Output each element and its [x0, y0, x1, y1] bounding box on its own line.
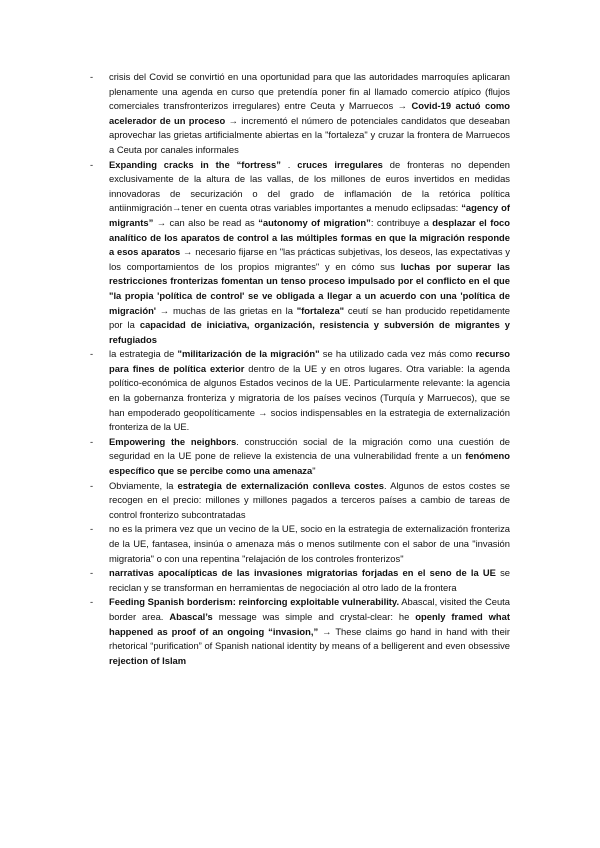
bold-text: rejection of Islam — [109, 654, 187, 666]
bold-text: Empowering the neighbors — [109, 435, 237, 447]
bullet-marker: - — [90, 596, 94, 608]
bold-text: Covid-19 actuó como acelerador de un proceso — [109, 100, 510, 126]
bold-text: openly framed what happened as proof of an ongoing “invasion,” — [109, 610, 510, 637]
body-text: → These claims go hand in hand with their rhetorical “purification” of Spanish national identity by means of a belligerent and even obsessive — [109, 625, 510, 652]
body-text: ceutí se han producido repetidamente por la — [109, 304, 510, 331]
bullet-item — [90, 595, 510, 668]
body-text: Obviamente, la — [109, 479, 178, 491]
bullet-marker: - — [90, 479, 94, 491]
body-text: Abascal, visited the Ceuta border area. — [109, 596, 510, 622]
bold-text: “autonomy of migration” — [258, 216, 371, 228]
bold-text: “agency of migrants” — [109, 202, 510, 228]
bullet-marker: - — [90, 523, 94, 535]
bullet-marker: - — [90, 71, 94, 82]
body-text: se ha utilizado cada vez más como — [319, 348, 476, 360]
body-text: . construcción social de la migración como una cuestión de seguridad en la UE pone de relieve la existencia de una vulnerabilidad frente a un — [109, 435, 510, 462]
body-text: no es la primera vez que un vecino de la UE, socio en la estrategia de externalización fronteriza de la UE, fantasea, insinúa o amenaza más o menos sutilmente con el sabor de una "invasión migratoria" o con una repentina "relajación de los controles fronterizos" — [109, 523, 510, 564]
body-text: . — [280, 158, 298, 170]
bold-text: "fortaleza" — [296, 304, 345, 316]
body-text: message was simple and crystal-clear: he — [212, 610, 416, 622]
bold-text: desplazar el foco analítico de los aparatos de control a las múltiples formas en que la migración responde a esos aparatos — [109, 216, 511, 258]
bullet-item — [90, 70, 510, 158]
bold-text: narrativas apocalípticas de las invasiones migratorias forjadas en el seno de la UE — [109, 567, 496, 579]
body-text: → can also be read as — [153, 216, 259, 228]
bullet-marker: - — [90, 567, 94, 579]
bold-text: fenómeno específico que se percibe como una amenaza — [109, 450, 510, 477]
body-text: : contribuye a — [370, 216, 433, 228]
bullet-list — [90, 70, 510, 668]
bold-text: Expanding cracks in the “fortress” — [109, 158, 281, 170]
body-text: → muchas de las grietas en la — [156, 304, 297, 316]
bold-text: luchas por superar las restricciones fronterizas fomentan un tenso proceso impulsado por el conflicto en el que "la propia 'política de control' se ve obligada a llegar a un acuerdo con una 'política de migración' — [109, 260, 511, 316]
bold-text: Abascal’s — [169, 610, 213, 622]
bullet-marker: - — [90, 348, 94, 360]
bold-text: estrategia de externalización conlleva costes — [177, 479, 384, 491]
bullet-item — [90, 522, 510, 566]
body-text: dentro de la UE y en otros lugares. Otra variable: la agenda político-económica de algunos Estados vecinos de la UE. Particularmente relevante: la agencia en la gobernanza fronteriza y migratoria de los países vecinos (Turquía y Marruecos), que se han empoderado geopolíticamente → socios indispensables en la estrategia de externalización fronteriza de la UE. — [109, 362, 510, 433]
body-text: de fronteras no dependen exclusivamente de la altura de las vallas, de los millones de euros invertidos en medidas innovadoras de securización o del grado de inflamación de la retórica política antiinmigración→tener en cuenta otras variables importantes a menudo eclipsadas: — [109, 158, 510, 214]
body-text: → incrementó el número de potenciales candidatos que deseaban aprovechar las grietas artificialmente abiertas en la "fortaleza" y cruzar la frontera de Marruecos a Ceuta por canales informales — [109, 114, 510, 155]
body-text: crisis del Covid se convirtió en una oportunidad para que las autoridades marroquíes aplicaran plenamente una agenda en curso que pretendía poner fin al llamado comercio atípico (flujos comerciales transfronterizos irregulares) entre Ceuta y Marruecos → — [109, 71, 510, 112]
bold-text: recurso para fines de política exterior — [109, 348, 510, 374]
bold-text: Feeding Spanish borderism: reinforcing exploitable vulnerability. — [109, 596, 400, 608]
bullet-marker: - — [90, 158, 94, 170]
body-text: → necesario fijarse en "las prácticas subjetivas, los deseos, las expectativas y los comportamientos de los propios migrantes" y en cómo sus — [109, 246, 510, 272]
bold-text: cruces irregulares — [297, 158, 383, 170]
bullet-item — [90, 479, 510, 523]
body-text: la estrategia de — [109, 348, 178, 360]
bold-text: capacidad de iniciativa, organización, resistencia y subversión de migrantes y refugiados — [109, 319, 510, 345]
bullet-marker: - — [90, 435, 94, 447]
bullet-item — [90, 566, 510, 595]
bold-text: "militarización de la migración" — [177, 348, 320, 360]
bullet-item — [90, 158, 510, 348]
bullet-item — [90, 347, 510, 435]
bullet-item — [90, 435, 510, 479]
body-text: . Algunos de estos costes se recogen en el precio: millones y millones pagados a terceros países a cambio de tareas de control fronterizo subcontratadas — [109, 479, 510, 520]
body-text: se reciclan y se transforman en herramientas de negociación al otro lado de la frontera — [109, 567, 510, 593]
body-text: " — [312, 465, 316, 477]
